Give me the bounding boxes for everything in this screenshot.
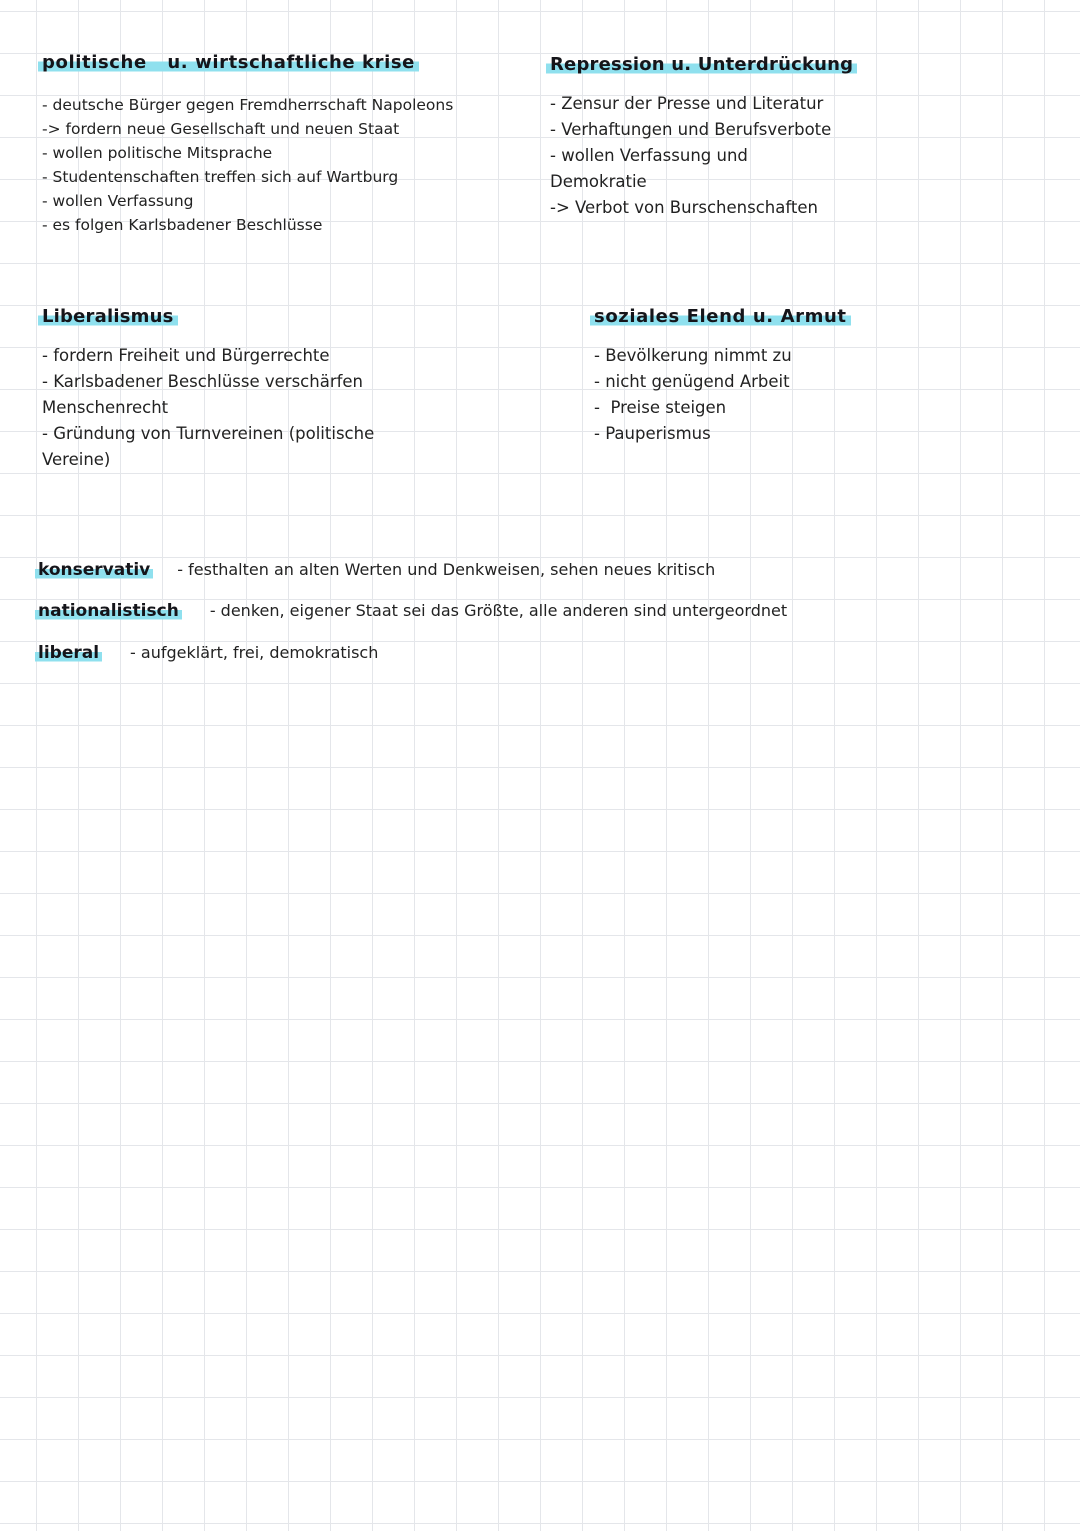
list-item: Demokratie: [550, 172, 647, 191]
list-item: - wollen politische Mitsprache: [42, 144, 273, 162]
section-krise-title: politische u. wirtschaftliche krise: [38, 52, 419, 73]
section-krise-list: [42, 93, 453, 237]
section-krise: [42, 52, 453, 237]
section-liberalismus-title: Liberalismus: [38, 306, 178, 327]
section-liberalismus: [42, 306, 374, 473]
list-item: - deutsche Bürger gegen Fremdherrschaft Napoleons: [42, 96, 454, 114]
term-nationalistisch: nationalistisch: [35, 601, 182, 621]
term-konservativ: konservativ: [35, 560, 153, 580]
list-item: -> Verbot von Burschenschaften: [550, 198, 818, 217]
section-repression: [550, 54, 857, 221]
list-item: - Pauperismus: [594, 424, 711, 443]
term-liberal: liberal: [35, 643, 102, 663]
section-repression-title: Repression u. Unterdrückung: [546, 54, 857, 75]
term-row-konservativ: [38, 560, 715, 580]
list-item: Vereine): [42, 450, 111, 469]
list-item: - wollen Verfassung und: [550, 146, 748, 165]
list-item: - Gründung von Turnvereinen (politische: [42, 424, 375, 443]
section-elend-list: [594, 343, 851, 447]
list-item: - Verhaftungen und Berufsverbote: [550, 120, 832, 139]
section-elend-title: soziales Elend u. Armut: [590, 306, 851, 327]
definition-nationalistisch: - denken, eigener Staat sei das Größte, alle anderen sind untergeordnet: [209, 601, 788, 620]
definition-liberal: - aufgeklärt, frei, demokratisch: [130, 643, 379, 662]
list-item: - Bevölkerung nimmt zu: [594, 346, 792, 365]
definition-konservativ: - festhalten an alten Werten und Denkweisen, sehen neues kritisch: [177, 560, 716, 579]
term-row-nationalistisch: [38, 601, 787, 621]
list-item: - nicht genügend Arbeit: [594, 372, 790, 391]
list-item: - Preise steigen: [594, 398, 727, 417]
list-item: - Karlsbadener Beschlüsse verschärfen: [42, 372, 364, 391]
list-item: - wollen Verfassung: [42, 192, 194, 210]
list-item: -> fordern neue Gesellschaft und neuen Staat: [42, 120, 400, 138]
list-item: - fordern Freiheit und Bürgerrechte: [42, 346, 330, 365]
list-item: - Zensur der Presse und Literatur: [550, 94, 824, 113]
section-elend: [594, 306, 851, 447]
term-row-liberal: [38, 643, 378, 663]
section-liberalismus-list: [42, 343, 374, 473]
list-item: - es folgen Karlsbadener Beschlüsse: [42, 216, 323, 234]
section-repression-list: [550, 91, 857, 221]
list-item: Menschenrecht: [42, 398, 169, 417]
list-item: - Studentenschaften treffen sich auf Wartburg: [42, 168, 399, 186]
